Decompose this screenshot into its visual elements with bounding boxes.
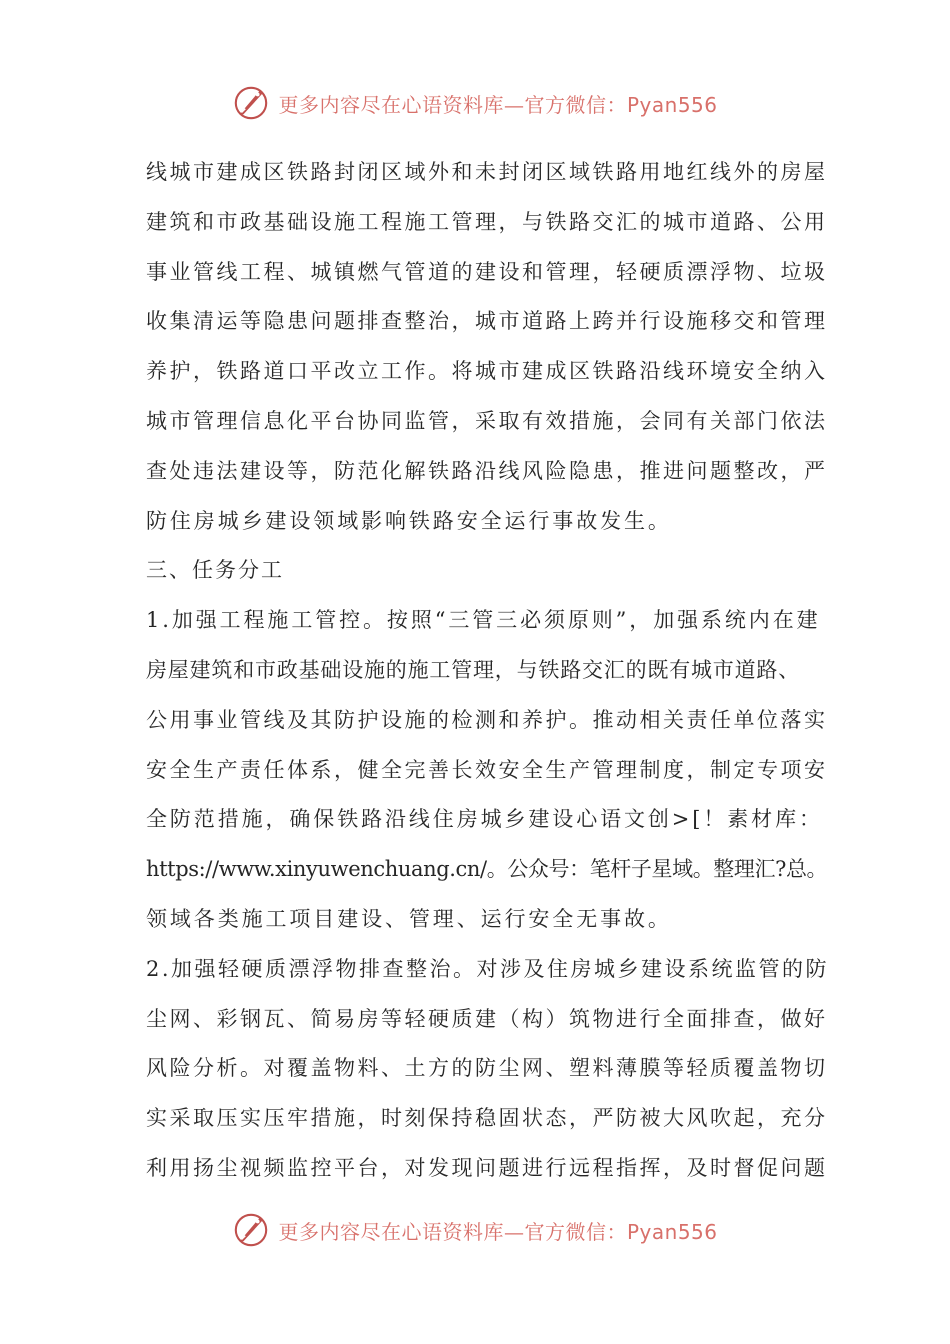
text-line: 建筑和市政基础设施工程施工管理，与铁路交汇的城市道路、公用 (146, 209, 828, 234)
text-line: 收集清运等隐患问题排查整治，城市道路上跨并行设施移交和管理 (146, 309, 828, 334)
text-line: 公用事业管线及其防护设施的检测和养护。推动相关责任单位落实 (146, 707, 828, 732)
text-line: 风险分析。对覆盖物料、土方的防尘网、塑料薄膜等轻质覆盖物切 (146, 1056, 828, 1081)
text-line: 城市管理信息化平台协同监管，采取有效措施，会同有关部门依法 (146, 408, 828, 433)
text-line: 利用扬尘视频监控平台，对发现问题进行远程指挥，及时督促问题 (146, 1155, 828, 1180)
text-line: 全防范措施，确保铁路沿线住房城乡建设心语文创>[！素材库： (146, 807, 823, 832)
section-heading: 三、任务分工 (146, 558, 284, 583)
text-line: 事业管线工程、城镇燃气管道的建设和管理，轻硬质漂浮物、垃圾 (146, 259, 828, 284)
text-line: 实采取压实压牢措施，时刻保持稳固状态，严防被大风吹起，充分 (146, 1106, 828, 1131)
quill-logo-icon (232, 1211, 270, 1249)
watermark-banner-top (0, 80, 950, 126)
watermark-handle: Pyan556 (626, 1219, 718, 1244)
text-line: 尘网、彩钢瓦、简易房等轻硬质建（构）筑物进行全面排查，做好 (146, 1006, 828, 1031)
text-line: https://www.xinyuwenchuang.cn/。公众号：笔杆子星域。整理汇?总。 (146, 857, 828, 882)
text-line: 线城市建成区铁路封闭区域外和未封闭区域铁路用地红线外的房屋 (146, 160, 828, 184)
text-line: 房屋建筑和市政基础设施的施工管理，与铁路交汇的既有城市道路、 (146, 657, 800, 682)
text-line: 1.加强工程施工管控。按照“三管三必须原则”，加强系统内在建 (146, 608, 821, 633)
text-line: 养护，铁路道口平改立工作。将城市建成区铁路沿线环境安全纳入 (146, 359, 828, 384)
quill-logo-icon (232, 84, 270, 122)
document-body (146, 148, 830, 1194)
watermark-banner-bottom (0, 1207, 950, 1253)
text-line: 安全生产责任体系，健全完善长效安全生产管理制度，制定专项安 (146, 757, 828, 782)
watermark-handle: Pyan556 (626, 92, 718, 117)
watermark-text: 更多内容尽在心语资料库—官方微信：Pyan556 (278, 92, 718, 117)
watermark-text: 更多内容尽在心语资料库—官方微信：Pyan556 (278, 1219, 718, 1244)
text-line: 领域各类施工项目建设、管理、运行安全无事故。 (146, 906, 672, 931)
text-line: 2.加强轻硬质漂浮物排查整治。对涉及住房城乡建设系统监管的防 (146, 956, 830, 981)
text-line: 防住房城乡建设领域影响铁路安全运行事故发生。 (146, 508, 672, 533)
text-line: 查处违法建设等，防范化解铁路沿线风险隐患，推进问题整改，严 (146, 458, 828, 483)
